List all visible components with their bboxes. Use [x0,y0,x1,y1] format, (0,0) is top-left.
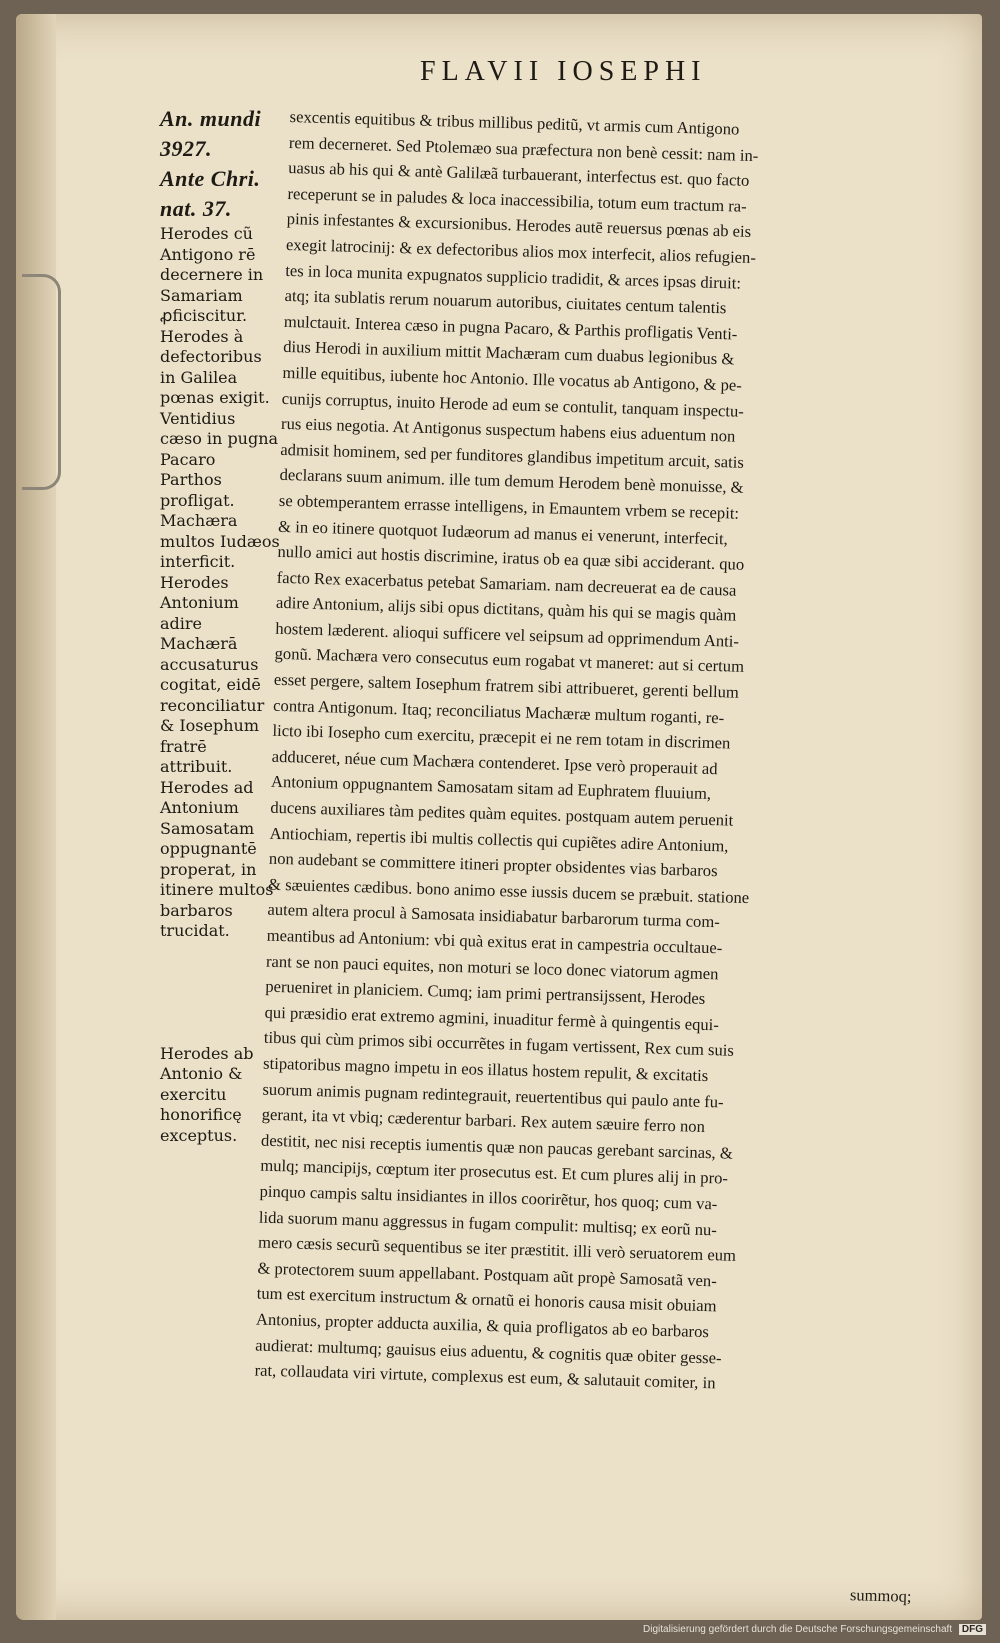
margin-note: Ventidius cæso in pugna Pacaro Parthos profligat. [160,408,279,510]
text-line: & sæuientes cædibus. bono animo esse iussis ducem se præbuit. statione [267,874,750,907]
text-line: audierat: multumq; gauisus eius aduentu, & cognitis quæ obiter gesse- [255,1335,722,1368]
margin-note: Herodes Antonium adire Machærā accusaturus cogitat, eidē reconciliatur & Iosephum fratrē attribuit. [160,572,265,776]
text-line: cunijs corruptus, inuito Herode ad eum se contulit, tanquam inspectu- [281,388,745,421]
digitization-footer [643,1624,986,1635]
margin-note: Herodes ad Antonium Samosatam oppugnantē properat, in itinere multos barbaros trucidat. [160,777,274,940]
text-line: rant se non pauci equites, non moturi se loco donec viatorum agmen [265,951,719,983]
text-line: pinis infestantes & excursionibus. Herodes autē reuersus pœnas ab eis [286,209,752,242]
footer-credit: Digitalisierung gefördert durch die Deutsche Forschungsgemeinschaft [643,1624,953,1635]
text-line: receperunt se in paludes & loca inaccessibilia, totum eum tractum ra- [287,183,747,216]
text-line: pinquo campis saltu insidiantes in illos coorirẽtur, hos quoq; cum va- [259,1181,718,1214]
text-line: meantibus ad Antonium: vbi quà exitus erat in campestria occultaue- [266,925,723,958]
year-line: An. mundi [160,106,262,131]
text-line: declarans suum animum. ille tum demum Herodem benè monuisse, & [279,465,744,498]
margin-note: Machæra multos Iudæos interficit. [160,511,280,571]
margin-note: Herodes ab Antonio & exercitu honorificę exceptus. [160,1043,254,1145]
text-line: mille equitibus, iubente hoc Antonio. Ille vocatus ab Antigono, & pe- [282,362,743,395]
text-line: stipatoribus magno impetu in eos illatus hostem repulit, & excitatis [262,1053,709,1086]
text-line: tum est exercitum instructum & ornatũ ei honoris causa misit obuiam [256,1283,717,1316]
text-line: atq; ita sublatis rerum nouarum autoribus, ciuitates centum talentis [284,286,727,318]
text-line: qui præsidio erat extremo agmini, inuaditur fermè à quingentis equi- [264,1002,720,1035]
text-line: rat, collaudata viri virtute, complexus est eum, & salutauit comiter, in [254,1360,716,1393]
text-line: nullo amici aut hostis discrimine, iratus ob ea quæ sibi acciderant. quo [277,541,745,574]
text-line: lida suorum manu aggressus in fugam compulit: multisq; ex eorũ nu- [258,1207,718,1239]
text-line: Antonium oppugnantem Samosatam sitam ad Euphratem fluuium, [270,772,712,804]
page-gutter [16,14,56,1620]
text-line: exegit latrocinij: & ex defectoribus alios mox interfecit, alios refugien- [285,234,757,268]
year-line: Ante Chri. [160,166,261,191]
text-line: adire Antonium, alijs sibi opus dictitans, quàm his qui se magis quàm [275,593,737,625]
text-line: gonũ. Machæra vero consecutus eum rogabat vt maneret: aut si certum [274,644,745,677]
text-line: mero cæsis securũ sequentibus se iter præstitit. illi verò seruatorem eum [257,1232,737,1266]
text-line: destitit, nec nisi receptis iumentis quæ non paucas gerebant sarcinas, & [260,1130,734,1163]
text-line: Antiochiam, repertis ibi multis collectis qui cupiẽtes adire Antonium, [269,823,729,856]
text-line: dius Herodi in auxilium mittit Machæram cum duabus legionibus & [282,337,735,369]
text-line: & in eo itinere quotquot Iudæorum ad manus ei venerunt, interfecit, [277,516,729,548]
text-line: sexcentis equitibus & tribus millibus peditũ, vt armis cum Antigono [289,106,740,139]
text-line: uasus ab his qui & antè Galilæã turbauerant, interfectus est. quo facto [287,158,750,191]
text-line: licto ibi Iosepho cum exercitu, præcepit ei ne rem totam in discrimen [272,721,731,753]
text-line: hostem læderent. alioqui sufficere vel seipsum ad opprimendum Anti- [275,618,740,651]
text-line: gerant, ita vt vbiq; cæderentur barbari. Rex autem sæuire ferro non [261,1104,706,1137]
text-line: se obtemperantem errasse intelligens, in Emauntem vrbem se recepit: [278,490,740,523]
text-line: ducens auxiliares tàm pedites quàm equites. postquam autem peruenit [270,797,734,830]
text-line: tes in loca munita expugnatos supplicio tradidit, & arces ipsas diruit: [285,260,742,293]
dfg-logo: DFG [959,1624,986,1635]
text-line: facto Rex exacerbatus petebat Samariam. nam decreuerat ea de causa [276,567,737,600]
text-line: adduceret, néue cum Machæra contenderet. Ipse verò properauit ad [271,746,718,779]
text-line: rem decerneret. Sed Ptolemæo sua præfectura non benè cessit: nam in- [288,132,759,165]
margin-note: Herodes cũ Antigono rē decernere in Samariam ꝓficiscitur. [160,224,264,325]
text-line: Antonius, propter adducta auxilia, & quia profligatos ab eo barbaros [255,1309,710,1342]
text-line: & protectorem suum appellabant. Postquam aũt propè Samosatã ven- [257,1258,718,1291]
text-line: autem altera procul à Samosata insidiabatur barbarorum turma com- [267,900,721,932]
page-clip [22,274,61,490]
text-line: non audebant se committere itineri propter obsidentes vias barbaros [268,848,718,881]
year-line: 3927. [160,136,212,161]
running-head: FLAVII IOSEPHI [420,56,707,87]
catchword: summoq; [849,1585,912,1606]
year-line: nat. 37. [160,196,232,221]
text-line: mulctauit. Interea cæso in pugna Pacaro, & Parthis profligatis Venti- [283,311,738,344]
text-line: esset pergere, saltem Iosephum fratrem sibi attribueret, gerenti bellum [273,669,740,702]
marginalia-column [160,104,282,1146]
text-line: mulq; mancipijs, cœptum iter prosecutus est. Et cum plures alij in pro- [260,1155,729,1188]
margin-note: Herodes à defectoribus in Galilea pœnas exigit. [160,326,270,407]
text-line: perueniret in planiciem. Cumq; iam primi pertransijssent, Herodes [265,976,706,1009]
text-line: admisit hominem, sed per funditores glandibus impetitum arcuit, satis [280,439,745,472]
text-line: suorum animis pugnam redintegrauit, reuertentibus qui paulo ante fu- [262,1079,724,1112]
text-line: tibus qui cùm primos sibi occurrẽtes in fugam vertissent, Rex cum suis [263,1028,735,1061]
text-line: contra Antigonum. Itaq; reconciliatus Machæræ multum roganti, re- [272,695,725,728]
main-text-block [254,104,954,1402]
text-line: rus eius negotia. At Antigonus suspectum habens eius aduentum non [280,414,736,446]
